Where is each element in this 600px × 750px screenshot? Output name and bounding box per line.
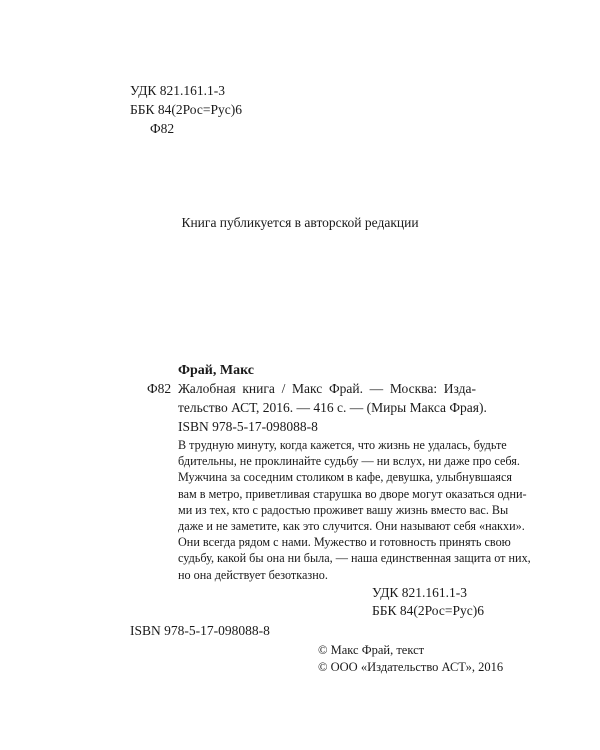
- copyright-publisher: © ООО «Издательство АСТ», 2016: [318, 660, 504, 674]
- biblio-line: Жалобная книга / Макс Фрай. — Москва: Изда-: [178, 381, 476, 396]
- edition-note: Книга публикуется в авторской редакции: [181, 215, 419, 230]
- annotation-line: ми из тех, кто с радостью проживет вашу жизнь вместо вас. Вы: [178, 502, 509, 517]
- bibliographic-description: [178, 380, 487, 417]
- annotation-line: судьбу, какой бы она ни была, — наша единственная защита от них,: [178, 551, 531, 566]
- udk-code: УДК 821.161.1-3: [130, 83, 226, 98]
- annotation-line: вам в метро, приветливая старушка во дворе могут оказаться одни-: [178, 486, 527, 501]
- annotation-line: даже и не заметите, как это случится. Они называют себя «накхи».: [178, 519, 525, 534]
- record-bbk-code: ББК 84(2Рос=Рус)6: [372, 603, 484, 618]
- isbn: ISBN 978-5-17-098088-8: [130, 623, 270, 638]
- record-udk-code: УДК 821.161.1-3: [372, 585, 468, 600]
- annotation-line: но она действует безотказно.: [178, 567, 328, 582]
- annotation-line: В трудную минуту, когда кажется, что жизнь не удалась, будьте: [178, 438, 507, 452]
- record-author: Фрай, Макс: [178, 363, 255, 378]
- annotation-line: Мужчина за соседним столиком в кафе, девушка, улыбнувшаяся: [178, 470, 512, 485]
- annotation-line: Они всегда рядом с нами. Мужество и готовность принять свою: [178, 535, 511, 550]
- copyright-author: © Макс Фрай, текст: [318, 643, 425, 657]
- bbk-code: ББК 84(2Рос=Рус)6: [130, 102, 242, 117]
- record-author-mark: Ф82: [147, 381, 172, 396]
- annotation: [178, 437, 531, 583]
- record-isbn: ISBN 978-5-17-098088-8: [178, 419, 318, 434]
- annotation-line: бдительны, не проклинайте судьбу — ни вслух, ни даже про себя.: [178, 454, 520, 469]
- biblio-line: тельство АСТ, 2016. — 416 с. — (Миры Макса Фрая).: [178, 399, 487, 415]
- author-mark: Ф82: [150, 121, 175, 136]
